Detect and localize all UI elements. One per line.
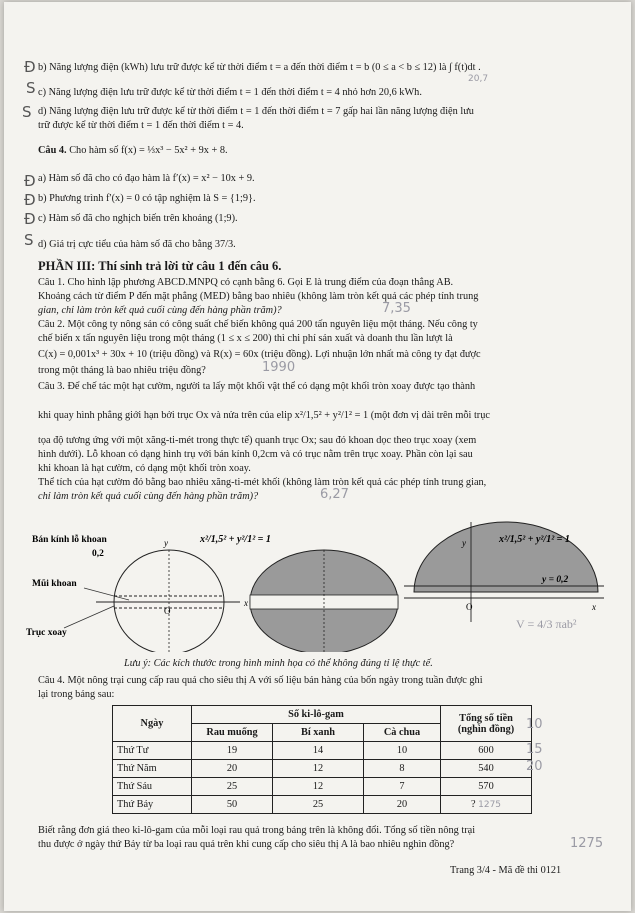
row-day: Thứ Sáu [113, 778, 192, 796]
handwritten-answer-4: 1275 [570, 836, 604, 851]
table-row [113, 778, 532, 796]
hand-mark-true: Đ [24, 172, 36, 190]
c4-end-line2: thu được ở ngày thứ Bảy từ ba loại rau quả trên khi cung cấp cho siêu thị A là bao nhiêu nghìn đồng? [38, 839, 455, 850]
hand-mark-false: S [24, 231, 34, 249]
c3-line6: Thể tích của hạt cườm đó bằng bao nhiêu xăng-ti-mét khối (không làm tròn kết quả các phép tính trung gian, [38, 477, 487, 488]
handwritten-answer-3: 6,27 [320, 487, 349, 502]
sales-table [112, 705, 532, 814]
label-hole-radius-value: 0,2 [92, 549, 104, 559]
part3-heading: PHẦN III: Thí sinh trả lời từ câu 1 đến câu 6. [38, 259, 282, 273]
handwritten-note-10: 10 [526, 717, 543, 732]
exam-page [4, 2, 631, 911]
col-total: Tổng số tiền (nghìn đồng) [441, 706, 532, 742]
col-tomato: Cà chua [364, 724, 441, 742]
handwritten-note-15: 15 [526, 742, 543, 757]
y-label-2: y [462, 538, 466, 548]
c1-line3: gian, chỉ làm tròn kết quả cuối cùng đến hàng phần trăm)? [38, 305, 282, 316]
row-day: Thứ Năm [113, 760, 192, 778]
cell: 14 [273, 742, 364, 760]
c3-line7: chỉ làm tròn kết quả cuối cùng đến hàng phần trăm)? [38, 491, 259, 502]
cell: 12 [273, 778, 364, 796]
origin-label: O [164, 606, 171, 616]
bead-figure [4, 502, 631, 652]
ellipse-equation-2: x²/1,5² + y²/1² = 1 [499, 534, 570, 545]
half-ellipse-region [414, 522, 598, 592]
c2-line2: chế biến x tấn nguyên liệu trong một tháng (1 ≤ x ≤ 200) thì chi phí sản xuất và doanh thu lần lượt là [38, 333, 453, 344]
q4-stem-text: Cho hàm số f(x) = ⅓x³ − 5x² + 9x + 8. [69, 145, 228, 156]
table-row [113, 742, 532, 760]
c4-line2: lại trong bảng sau: [38, 689, 115, 700]
handwritten-answer-1: 7,35 [382, 301, 411, 316]
cell: 50 [192, 796, 273, 814]
cell [441, 796, 532, 814]
q4-item-a: a) Hàm số đã cho có đạo hàm là f′(x) = x² − 10x + 9. [38, 173, 255, 184]
handwritten-cell: 1275 [478, 800, 502, 810]
cell: 570 [441, 778, 532, 796]
figure-note: Lưu ý: Các kích thước trong hình minh họa có thể không đúng tỉ lệ thực tế. [124, 658, 433, 669]
col-kg: Số ki-lô-gam [192, 706, 441, 724]
c3-line2: khi quay hình phẳng giới hạn bởi trục Ox và nửa trên của elip x²/1,5² + y²/1² = 1 (một đơn vị dài trên mỗi trục [38, 410, 490, 421]
x-label: x [244, 598, 248, 608]
axis-pointer [64, 606, 114, 628]
c1-line2: Khoảng cách từ điểm P đến mặt phẳng (MED) bằng bao nhiêu (không làm tròn kết quả các phép tính trung [38, 291, 479, 302]
drill-pointer [84, 588, 129, 600]
c3-line3: tọa độ tương ứng với một xăng-ti-mét trong thực tế) quanh trục Ox; sau đó khoan dọc theo trục xoay (xem [38, 435, 477, 446]
page-footer: Trang 3/4 - Mã đề thi 0121 [450, 865, 562, 876]
c2-line3: C(x) = 0,001x³ + 30x + 10 (triệu đồng) và R(x) = 60x (triệu đồng). Lợi nhuận lớn nhất mà công ty đạt được [38, 349, 481, 360]
label-drill: Mũi khoan [32, 579, 77, 589]
hand-mark-true: Đ [24, 58, 36, 76]
cell: 25 [273, 796, 364, 814]
cell: 7 [364, 778, 441, 796]
label-axis: Trục xoay [26, 628, 67, 638]
label-hole-radius: Bán kính lỗ khoan [32, 535, 107, 545]
cell: 600 [441, 742, 532, 760]
cell: 8 [364, 760, 441, 778]
c1-line1: Câu 1. Cho hình lập phương ABCD.MNPQ có cạnh bằng 6. Gọi E là trung điểm của đoạn thẳng AB. [38, 277, 454, 288]
hand-mark-false: S [26, 79, 36, 97]
cell: 20 [192, 760, 273, 778]
c2-line1: Câu 2. Một công ty nông sản có công suất chế biến không quá 200 tấn nguyên liệu một tháng. Nếu công ty [38, 319, 478, 330]
hand-mark-true: Đ [24, 210, 36, 228]
cell: 20 [364, 796, 441, 814]
origin-label-2: O [466, 602, 473, 612]
cell: 12 [273, 760, 364, 778]
c4-end-line1: Biết rằng đơn giá theo ki-lô-gam của mỗi loại rau quả trong bảng trên là không đổi. Tổng số tiền nông trại [38, 825, 476, 836]
cell: 10 [364, 742, 441, 760]
row-day: Thứ Bảy [113, 796, 192, 814]
handwritten-note: 20,7 [468, 74, 489, 84]
cell: 19 [192, 742, 273, 760]
col-day: Ngày [113, 706, 192, 742]
handwritten-answer-2: 1990 [262, 360, 296, 375]
q4-item-d: d) Giá trị cực tiểu của hàm số đã cho bằng 37/3. [38, 239, 236, 250]
q3-item-d-line2: trữ được kể từ thời điểm t = 1 đến thời điểm t = 4. [38, 120, 244, 131]
unknown-total: ? [470, 799, 476, 810]
table-row [113, 760, 532, 778]
row-day: Thứ Tư [113, 742, 192, 760]
q4-item-c: c) Hàm số đã cho nghịch biến trên khoảng (1;9). [38, 213, 238, 224]
cell: 540 [441, 760, 532, 778]
q3-item-c: c) Năng lượng điện lưu trữ được kể từ thời điểm t = 1 đến thời điểm t = 4 nhỏ hơn 20,6 kWh. [38, 87, 422, 98]
hand-mark-false: S [22, 103, 32, 121]
x-label-2: x [592, 602, 596, 612]
col-winter-melon: Bí xanh [273, 724, 364, 742]
c3-line4: hình dưới). Lỗ khoan có dạng hình trụ với bán kính 0,2cm và có trục nằm trên trục xoay. Phần còn lại sau [38, 449, 473, 460]
col-water-spinach: Rau muống [192, 724, 273, 742]
handwritten-note-20: 20 [526, 759, 543, 774]
c4-line1: Câu 4. Một nông trại cung cấp rau quả cho siêu thị A với số liệu bán hàng của bốn ngày trong tuần được ghi [38, 675, 483, 686]
hand-mark-true: Đ [24, 191, 36, 209]
handwritten-formula: V = 4/3 πab² [516, 617, 577, 631]
y-label: y [164, 538, 168, 548]
y-line-label: y = 0,2 [542, 575, 569, 585]
cell: 25 [192, 778, 273, 796]
table-row [113, 796, 532, 814]
c2-line4: trong một tháng là bao nhiêu triệu đồng? [38, 365, 206, 376]
bead-outline [114, 550, 224, 652]
q4-item-b: b) Phương trình f′(x) = 0 có tập nghiệm là S = {1;9}. [38, 193, 256, 204]
c3-line5: khi khoan là hạt cườm, có dạng một khối tròn xoay. [38, 463, 251, 474]
ellipse-equation: x²/1,5² + y²/1² = 1 [200, 534, 271, 545]
q4-title: Câu 4. [38, 145, 67, 156]
q3-item-d-line1: d) Năng lượng điện lưu trữ được kể từ thời điểm t = 1 đến thời điểm t = 7 gấp hai lần năng lượng điện lưu [38, 106, 474, 117]
c3-line1: Câu 3. Để chế tác một hạt cườm, người ta lấy một khối vật thể có dạng một khối tròn xoay được tạo thành [38, 381, 476, 392]
q3-item-b: b) Năng lượng điện (kWh) lưu trữ được kể từ thời điểm t = a đến thời điểm t = b (0 ≤ a < b ≤ 12) là ∫ f(t)dt . [38, 62, 481, 73]
q4-stem [38, 144, 228, 157]
